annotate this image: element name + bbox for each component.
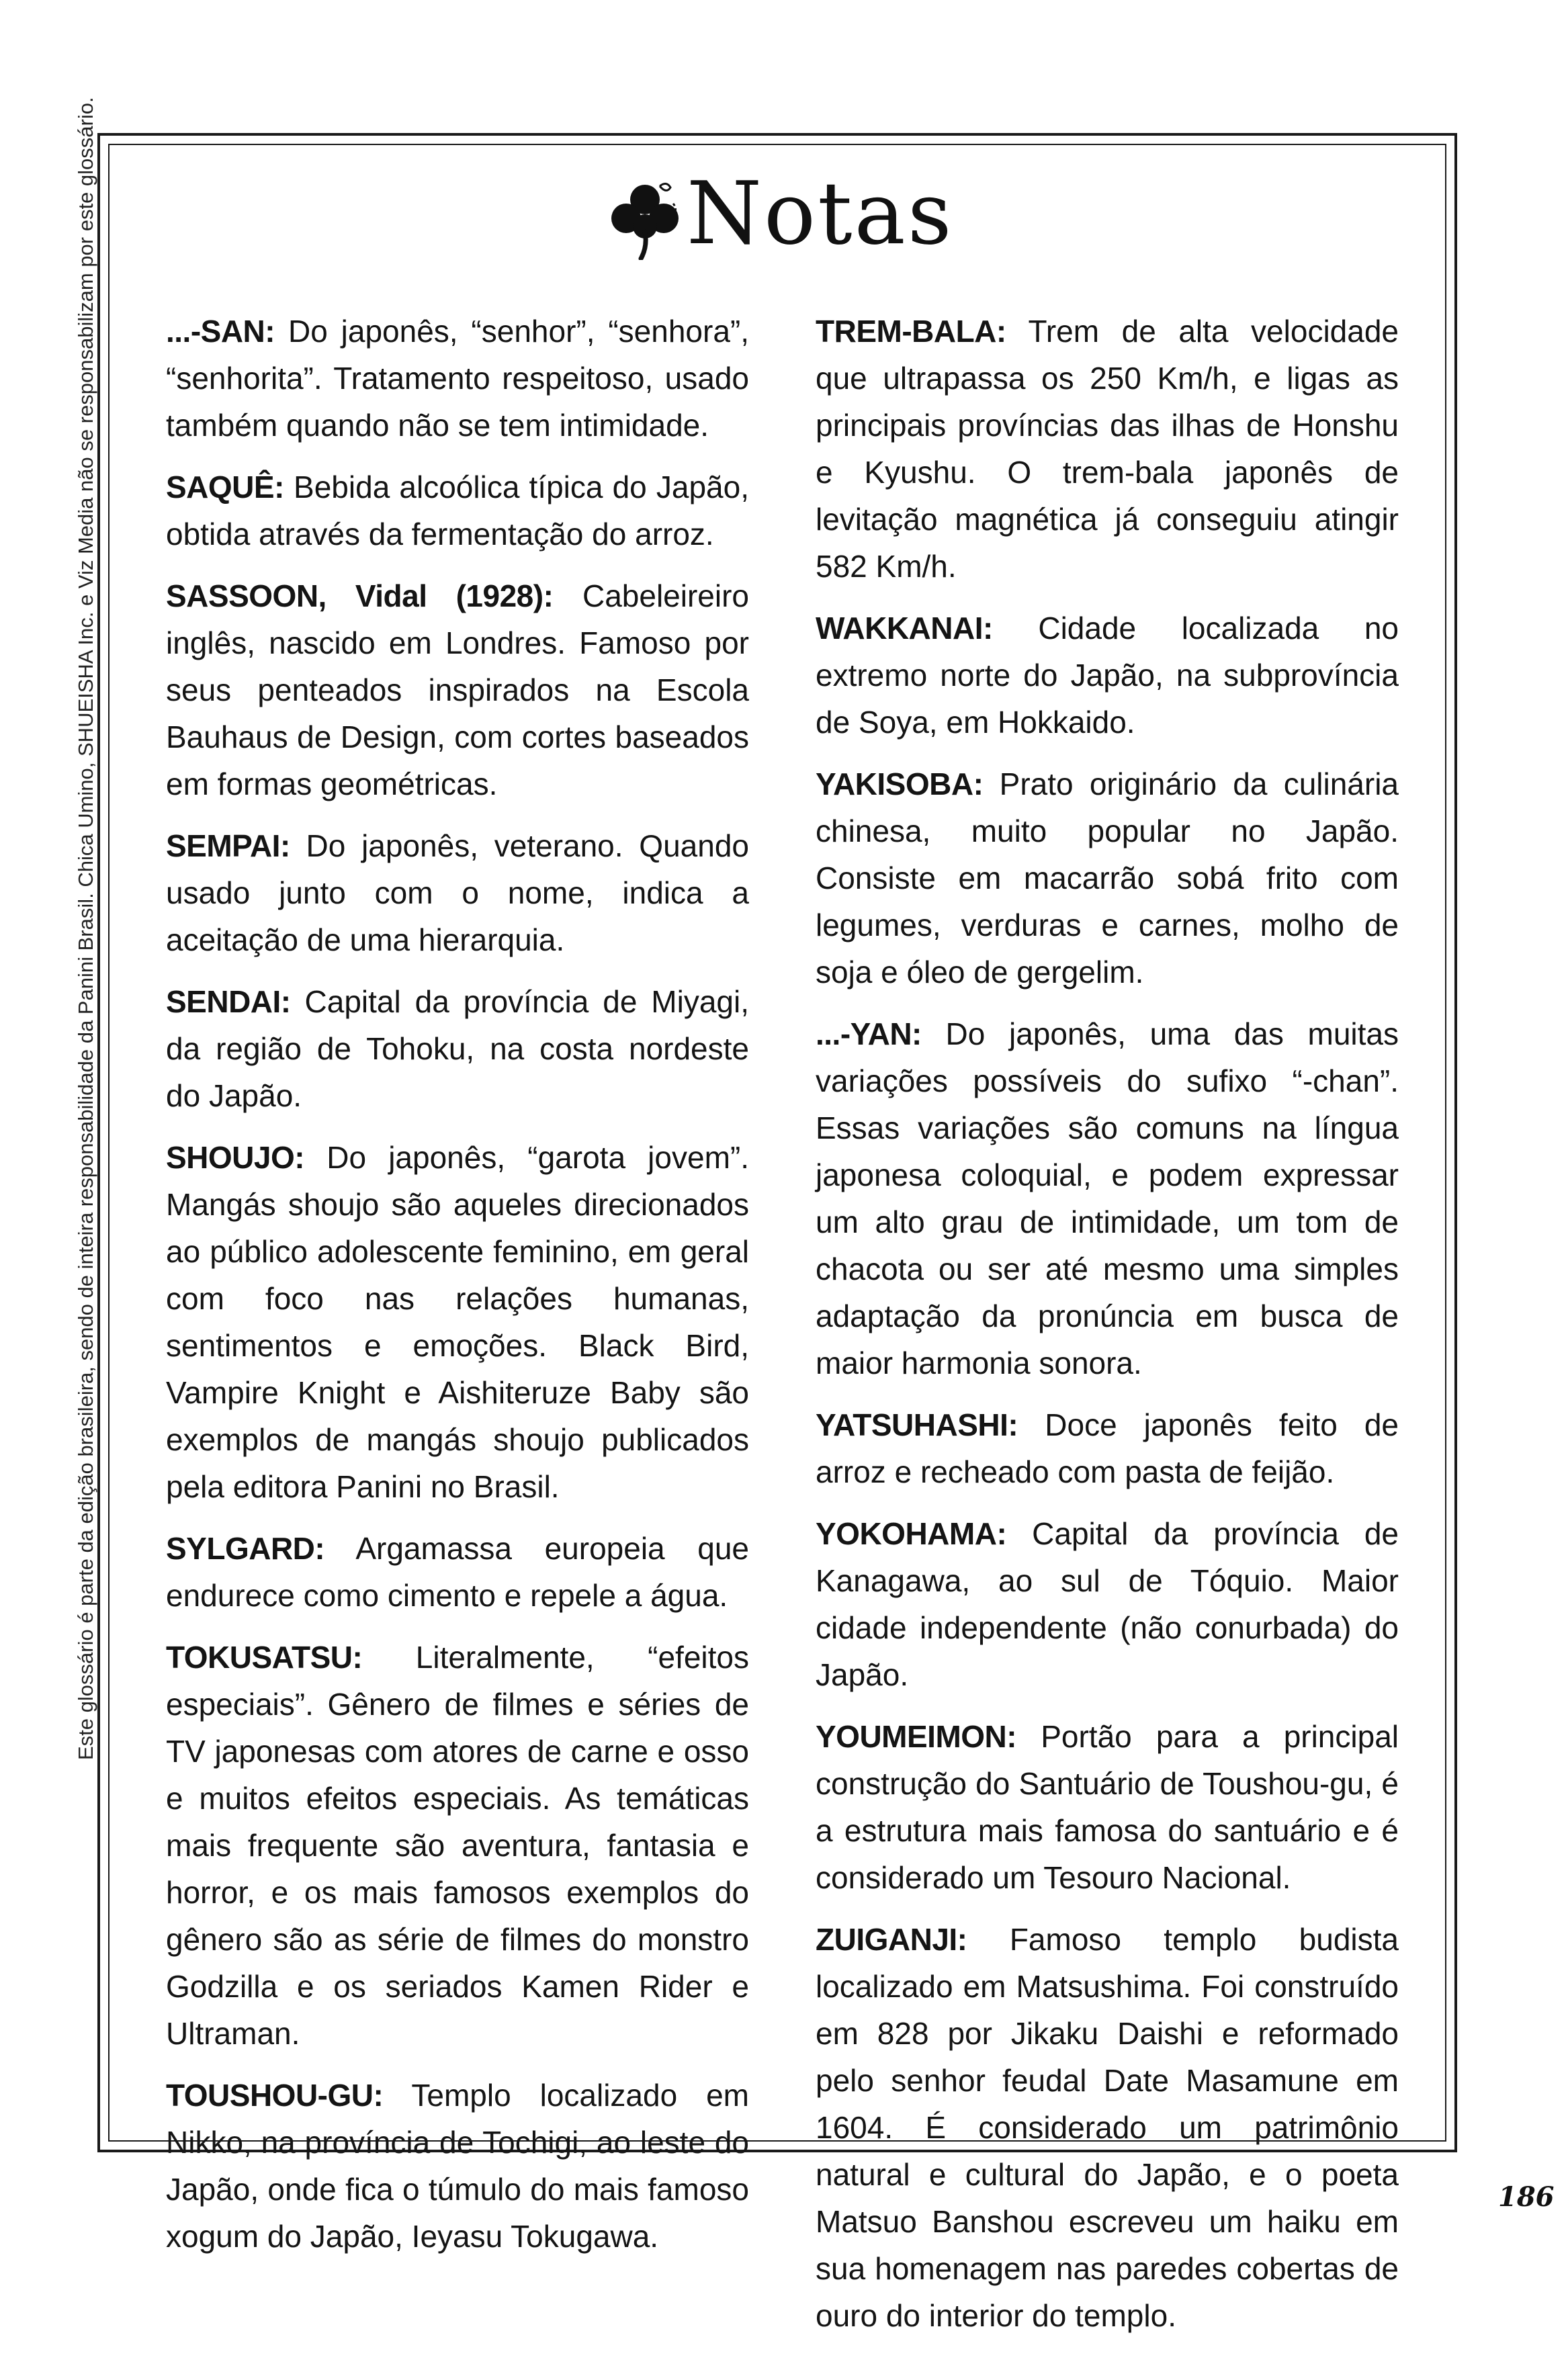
entry-definition: Do japonês, veterano. Quando usado junto com o nome, indica a aceitação de uma hierarquia. xyxy=(166,828,749,957)
entry-definition: Portão para a principal construção do Santuário de Toushou-gu, é a estrutura mais famosa do santuário e é considerado um Tesouro Nacional. xyxy=(816,1719,1399,1895)
entry-term: YOUMEIMON: xyxy=(816,1719,1017,1754)
entry-term: SYLGARD: xyxy=(166,1531,325,1566)
entry-definition: Trem de alta velocidade que ultrapassa os 250 Km/h, e ligas as principais províncias das ilhas de Honshu e Kyushu. O trem-bala japonês de levitação magnética já conseguiu atingir 582 Km/h. xyxy=(816,314,1399,584)
glossary-entry xyxy=(166,308,749,449)
glossary-entry xyxy=(166,464,749,558)
glossary-entry xyxy=(166,1634,749,2057)
entry-definition: Cidade localizada no extremo norte do Japão, na subprovíncia de Soya, em Hokkaido. xyxy=(816,611,1399,740)
entry-term: YAKISOBA: xyxy=(816,766,984,801)
entry-term: SEMPAI: xyxy=(166,828,290,863)
entry-term: ...-SAN: xyxy=(166,314,275,349)
side-disclaimer: Este glossário é parte da edição brasileira, sendo de inteira responsabilidade da Panini Brasil. Chica Umino, SHUEISHA Inc. e Viz Media não se responsabilizam por este glossário. xyxy=(74,97,97,1760)
glossary-entry xyxy=(816,760,1399,996)
entry-term: SASSOON, Vidal (1928): xyxy=(166,578,554,613)
clover-icon xyxy=(605,179,685,260)
glossary-entry xyxy=(816,1401,1399,1495)
glossary-entry xyxy=(166,1525,749,1619)
entry-term: ZUIGANJI: xyxy=(816,1922,967,1957)
glossary-entry xyxy=(816,1916,1399,2339)
entry-term: TREM-BALA: xyxy=(816,314,1006,349)
entry-definition: Cabeleireiro inglês, nascido em Londres. Famoso por seus penteados inspirados na Escola Bauhaus de Design, com cortes baseados em formas geométricas. xyxy=(166,578,749,801)
glossary-entry xyxy=(816,1510,1399,1698)
entry-term: SAQUÊ: xyxy=(166,470,284,504)
entry-definition: Literalmente, “efeitos especiais”. Gênero de filmes e séries de TV japonesas com atores de carne e osso e muitos efeitos especiais. As temáticas mais frequente são aventura, fantasia e horror, e os mais famosos exemplos do gênero são as série de filmes do monstro Godzilla e os seriados Kamen Rider e Ultraman. xyxy=(166,1640,749,2051)
entry-definition: Bebida alcoólica típica do Japão, obtida através da fermentação do arroz. xyxy=(166,470,750,552)
entry-term: TOKUSATSU: xyxy=(166,1640,363,1675)
page-header xyxy=(0,151,1568,285)
page-title: Notas xyxy=(687,164,954,264)
glossary-entry xyxy=(166,2072,749,2260)
entry-term: SHOUJO: xyxy=(166,1140,305,1175)
entry-definition: Famoso templo budista localizado em Matsushima. Foi construído em 828 por Jikaku Daishi e reformado pelo senhor feudal Date Masamune em 1604. É considerado um patrimônio natural e cultural do Japão, e o poeta Matsuo Banshou escreveu um haiku em sua homenagem nas paredes cobertas de ouro do interior do templo. xyxy=(816,1922,1399,2333)
left-column xyxy=(166,308,749,2275)
page-number: 186 xyxy=(1498,2181,1555,2213)
entry-term: SENDAI: xyxy=(166,984,291,1019)
glossary-entry xyxy=(816,308,1399,590)
entry-definition: Do japonês, “garota jovem”. Mangás shoujo são aqueles direcionados ao público adolescente feminino, em geral com foco nas relações humanas, sentimentos e emoções. Black Bird, Vampire Knight e Aishiteruze Baby são exemplos de mangás shoujo publicados pela editora Panini no Brasil. xyxy=(166,1140,749,1504)
entry-term: YATSUHASHI: xyxy=(816,1407,1018,1442)
glossary-entry xyxy=(166,1134,749,1510)
entry-term: YOKOHAMA: xyxy=(816,1516,1007,1551)
entry-term: WAKKANAI: xyxy=(816,611,993,646)
entry-definition: Do japonês, uma das muitas variações possíveis do sufixo “-chan”. Essas variações são comuns na língua japonesa coloquial, e podem expressar um alto grau de intimidade, um tom de chacota ou ser até mesmo uma simples adaptação da pronúncia em busca de maior harmonia sonora. xyxy=(816,1016,1399,1380)
glossary-entry xyxy=(816,1713,1399,1901)
glossary-entry xyxy=(166,822,749,963)
right-column xyxy=(816,308,1399,2354)
entry-definition: Templo localizado em Nikko, na província de Tochigi, ao leste do Japão, onde fica o túmulo do mais famoso xogum do Japão, Ieyasu Tokugawa. xyxy=(166,2078,750,2254)
entry-definition: Argamassa europeia que endurece como cimento e repele a água. xyxy=(166,1531,750,1613)
entry-definition: Doce japonês feito de arroz e recheado com pasta de feijão. xyxy=(816,1407,1399,1489)
glossary-entry xyxy=(816,605,1399,746)
entry-term: TOUSHOU-GU: xyxy=(166,2078,384,2113)
entry-definition: Capital da província de Miyagi, da região de Tohoku, na costa nordeste do Japão. xyxy=(166,984,750,1113)
glossary-entry xyxy=(166,572,749,807)
glossary-entry xyxy=(816,1010,1399,1387)
entry-definition: Capital da província de Kanagawa, ao sul de Tóquio. Maior cidade independente (não conurbada) do Japão. xyxy=(816,1516,1399,1692)
entry-definition: Prato originário da culinária chinesa, muito popular no Japão. Consiste em macarrão sobá frito com legumes, verduras e carnes, molho de soja e óleo de gergelim. xyxy=(816,766,1399,990)
entry-definition: Do japonês, “senhor”, “senhora”, “senhorita”. Tratamento respeitoso, usado também quando não se tem intimidade. xyxy=(166,314,750,443)
entry-term: ...-YAN: xyxy=(816,1016,922,1051)
glossary-entry xyxy=(166,978,749,1119)
